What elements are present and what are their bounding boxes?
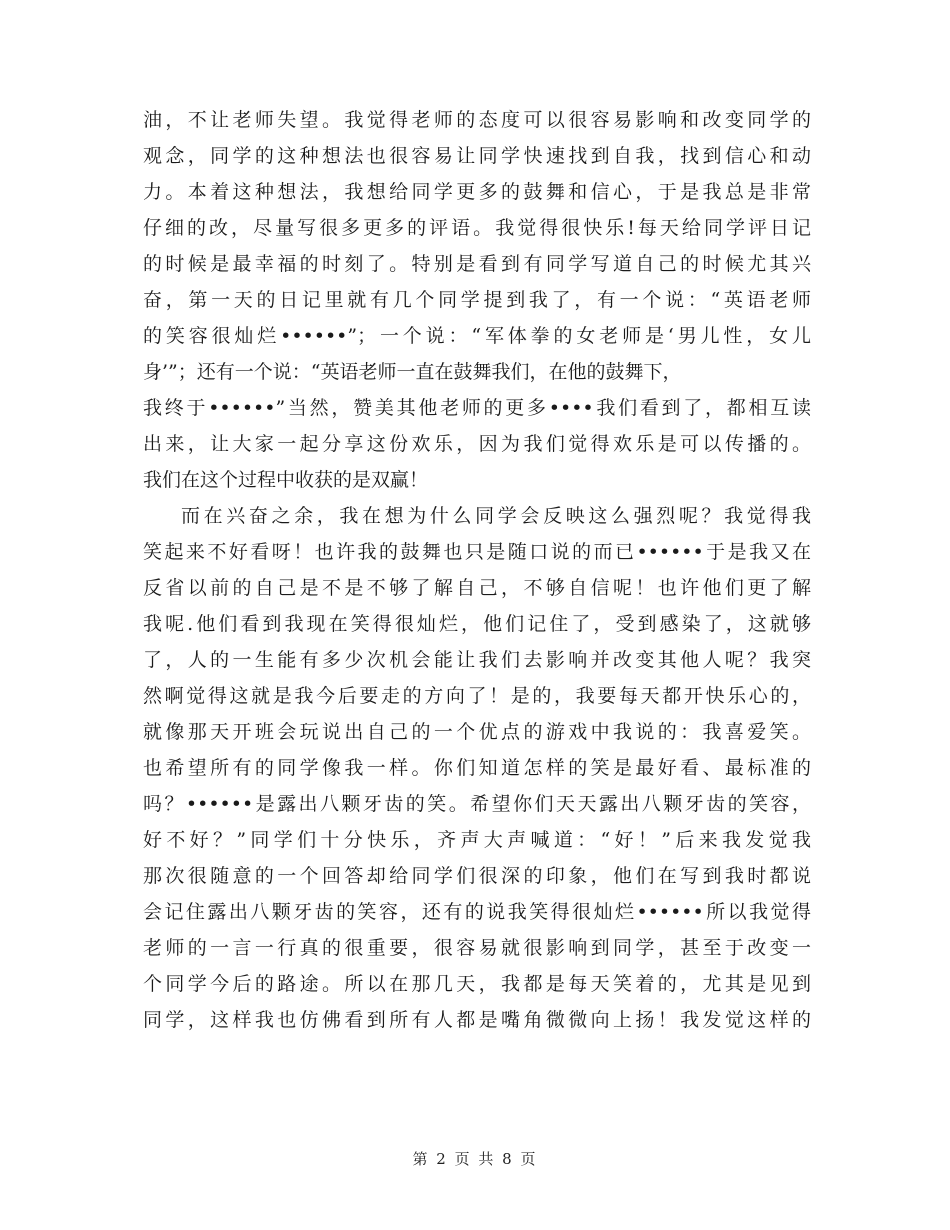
body-text: [143, 102, 811, 1038]
text-line: 笑起来不好看呀！也许我的鼓舞也只是随口说的而已••••••于是我又在: [143, 541, 811, 563]
text-line: 好不好？”同学们十分快乐，齐声大声喊道：“好！”后来我发觉我: [143, 829, 811, 851]
text-line: 同学，这样我也仿佛看到所有人都是嘴角微微向上扬！我发觉这样的: [143, 1009, 811, 1031]
text-line: 的笑容很灿烂••••••”；一个说：“军体拳的女老师是‘男儿性，女儿: [143, 325, 811, 347]
page-number-footer: 第 2 页 共 8 页: [412, 1150, 538, 1168]
text-line: 油，不让老师失望。我觉得老师的态度可以很容易影响和改变同学的: [143, 109, 811, 131]
text-line: 反省以前的自己是不是不够了解自己，不够自信呢！也许他们更了解: [143, 577, 811, 599]
text-line: 出来，让大家一起分享这份欢乐，因为我们觉得欢乐是可以传播的。: [143, 433, 811, 455]
text-line: 也希望所有的同学像我一样。你们知道怎样的笑是最好看、最标准的: [143, 757, 811, 779]
text-line: 观念，同学的这种想法也很容易让同学快速找到自我，找到信心和动: [143, 145, 811, 167]
text-line: 老师的一言一行真的很重要，很容易就很影响到同学，甚至于改变一: [143, 937, 811, 959]
text-line: 了，人的一生能有多少次机会能让我们去影响并改变其他人呢？我突: [143, 649, 811, 671]
text-line: 奋，第一天的日记里就有几个同学提到我了，有一个说：“英语老师: [143, 289, 811, 311]
text-line: 的时候是最幸福的时刻了。特别是看到有同学写道自己的时候尤其兴: [143, 253, 811, 275]
text-line: 就像那天开班会玩说出自己的一个优点的游戏中我说的：我喜爱笑。: [143, 721, 811, 743]
text-line: 力。本着这种想法，我想给同学更多的鼓舞和信心，于是我总是非常: [143, 181, 811, 203]
paragraph-first-line: 而在兴奋之余，我在想为什么同学会反映这么强烈呢？我觉得我: [181, 505, 811, 527]
text-line: 然啊觉得这就是我今后要走的方向了！是的，我要每天都开快乐心的，: [143, 685, 811, 707]
text-line: 吗？••••••是露出八颗牙齿的笑。希望你们天天露出八颗牙齿的笑容，: [143, 793, 811, 815]
text-line: 那次很随意的一个回答却给同学们很深的印象，他们在写到我时都说: [143, 865, 811, 887]
text-line: 会记住露出八颗牙齿的笑容，还有的说我笑得很灿烂••••••所以我觉得: [143, 901, 811, 923]
text-line: 我呢.他们看到我现在笑得很灿烂，他们记住了，受到感染了，这就够: [143, 613, 811, 635]
text-line: 身’”；还有一个说：“英语老师一直在鼓舞我们，在他的鼓舞下，: [143, 361, 682, 383]
text-line: 我终于••••••”当然，赞美其他老师的更多••••我们看到了，都相互读: [143, 397, 811, 419]
text-line: 仔细的改，尽量写很多更多的评语。我觉得很快乐!每天给同学评日记: [143, 217, 811, 239]
text-line: 个同学今后的路途。所以在那几天，我都是每天笑着的，尤其是见到: [143, 973, 811, 995]
text-line: 我们在这个过程中收获的是双赢！: [143, 469, 429, 491]
